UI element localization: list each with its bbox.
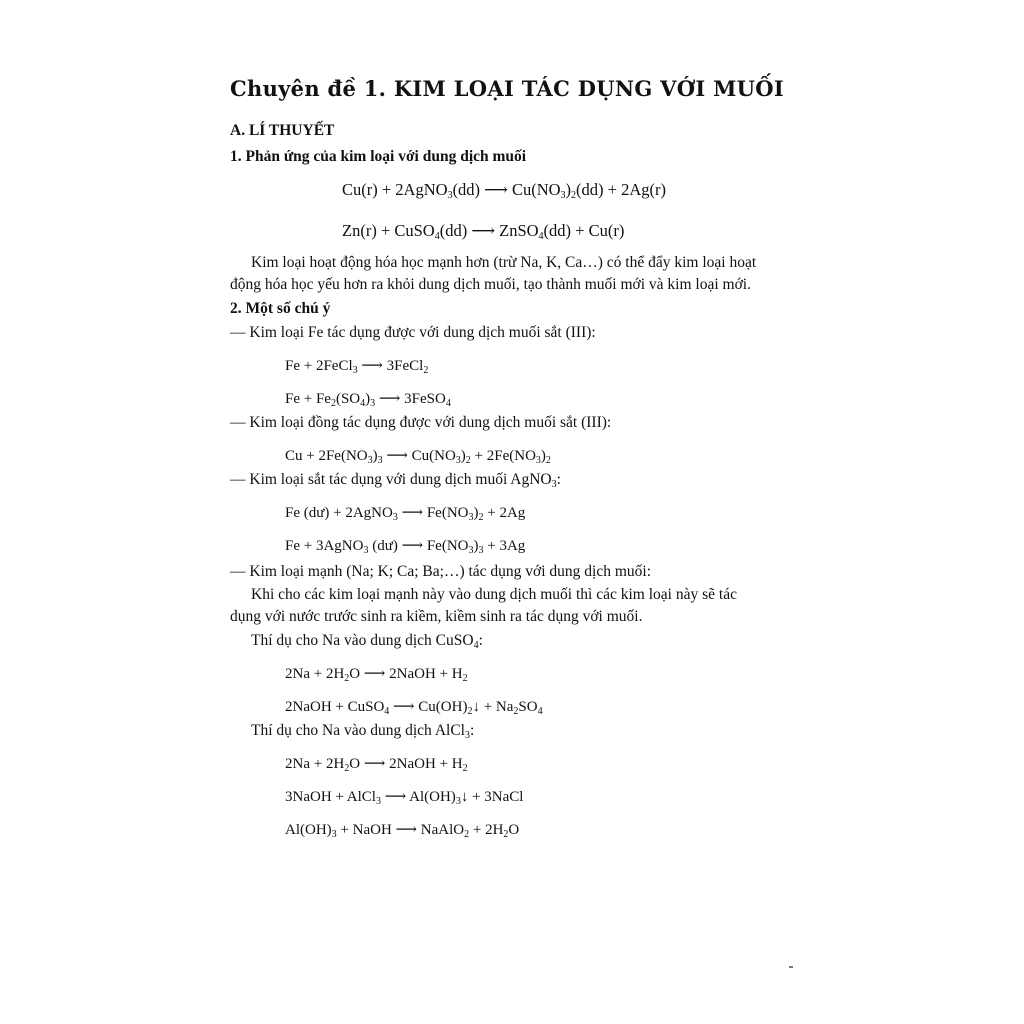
page-title: Chuyên đề 1. KIM LOẠI TÁC DỤNG VỚI MUỐI	[230, 76, 784, 101]
equation-9: 2NaOH + CuSO$_4$ ⟶ $Cu(OH)_2↓ + Na_2SO_4$	[285, 699, 543, 717]
equation-8: $2Na + 2H_2O$ ⟶ 2NaOH + $H_2$	[285, 666, 468, 684]
subheading-1: 1. Phản ứng của kim loại với dung dịch muối	[230, 148, 527, 165]
paragraph-2-line-1: Khi cho các kim loại mạnh này vào dung dịch muối thì các kim loại này sẽ tác	[251, 586, 737, 603]
note-2: — Kim loại đồng tác dụng được với dung dịch muối sắt (III):	[230, 414, 612, 431]
equation-3: Fe + 2FeCl$_3$ ⟶ 3FeCl$_2$	[285, 358, 429, 376]
note-3: — Kim loại sắt tác dụng với dung dịch muối AgNO$_3$:	[230, 471, 561, 490]
paragraph-1-line-1: Kim loại hoạt động hóa học mạnh hơn (trừ Na, K, Ca…) có thể đẩy kim loại hoạt	[251, 254, 757, 271]
note-1: — Kim loại Fe tác dụng được với dung dịch muối sắt (III):	[230, 324, 596, 341]
example-2-intro: Thí dụ cho Na vào dung dịch AlCl$_3$:	[251, 722, 475, 741]
equation-1: Cu(r) + 2AgNO$_3$(dd) ⟶ $Cu(NO_3)_2(dd) + 2Ag(r)$	[342, 180, 666, 201]
equation-10: $2Na + 2H_2O$ ⟶ 2NaOH + $H_2$	[285, 756, 468, 774]
equation-7: Fe + 3AgNO$_3$ (dư) ⟶ $Fe(NO_3)_3 + 3Ag$	[285, 538, 526, 556]
paragraph-2-line-2: dụng với nước trước sinh ra kiềm, kiềm sinh ra tác dụng với muối.	[230, 608, 643, 625]
equation-11: 3NaOH + AlCl$_3$ ⟶ $Al(OH)_3↓$ + 3NaCl	[285, 789, 524, 807]
equation-4: $Fe + Fe_2(SO_4)_3$ ⟶ 3FeSO$_4$	[285, 391, 451, 409]
subheading-2: 2. Một số chú ý	[230, 300, 331, 317]
example-1-intro: Thí dụ cho Na vào dung dịch CuSO$_4$:	[251, 632, 483, 651]
equation-5: $Cu + 2Fe(NO_3)_3$ ⟶ $Cu(NO_3)_2 + 2Fe(NO_3)_2$	[285, 448, 551, 466]
paragraph-1-line-2: động hóa học yếu hơn ra khỏi dung dịch muối, tạo thành muối mới và kim loại mới.	[230, 276, 751, 293]
scan-mark	[789, 966, 793, 968]
section-heading-a: A. LÍ THUYẾT	[230, 122, 335, 139]
equation-12: $Al(OH)_3$ + NaOH ⟶ NaAlO$_2$ + $2H_2O$	[285, 822, 520, 840]
equation-6: Fe (dư) + 2AgNO$_3$ ⟶ $Fe(NO_3)_2 + 2Ag$	[285, 505, 526, 523]
note-4: — Kim loại mạnh (Na; K; Ca; Ba;…) tác dụng với dung dịch muối:	[230, 563, 652, 580]
equation-2: Zn(r) + CuSO$_4$(dd) ⟶ ZnSO$_4$(dd) + Cu(r)	[342, 221, 625, 242]
